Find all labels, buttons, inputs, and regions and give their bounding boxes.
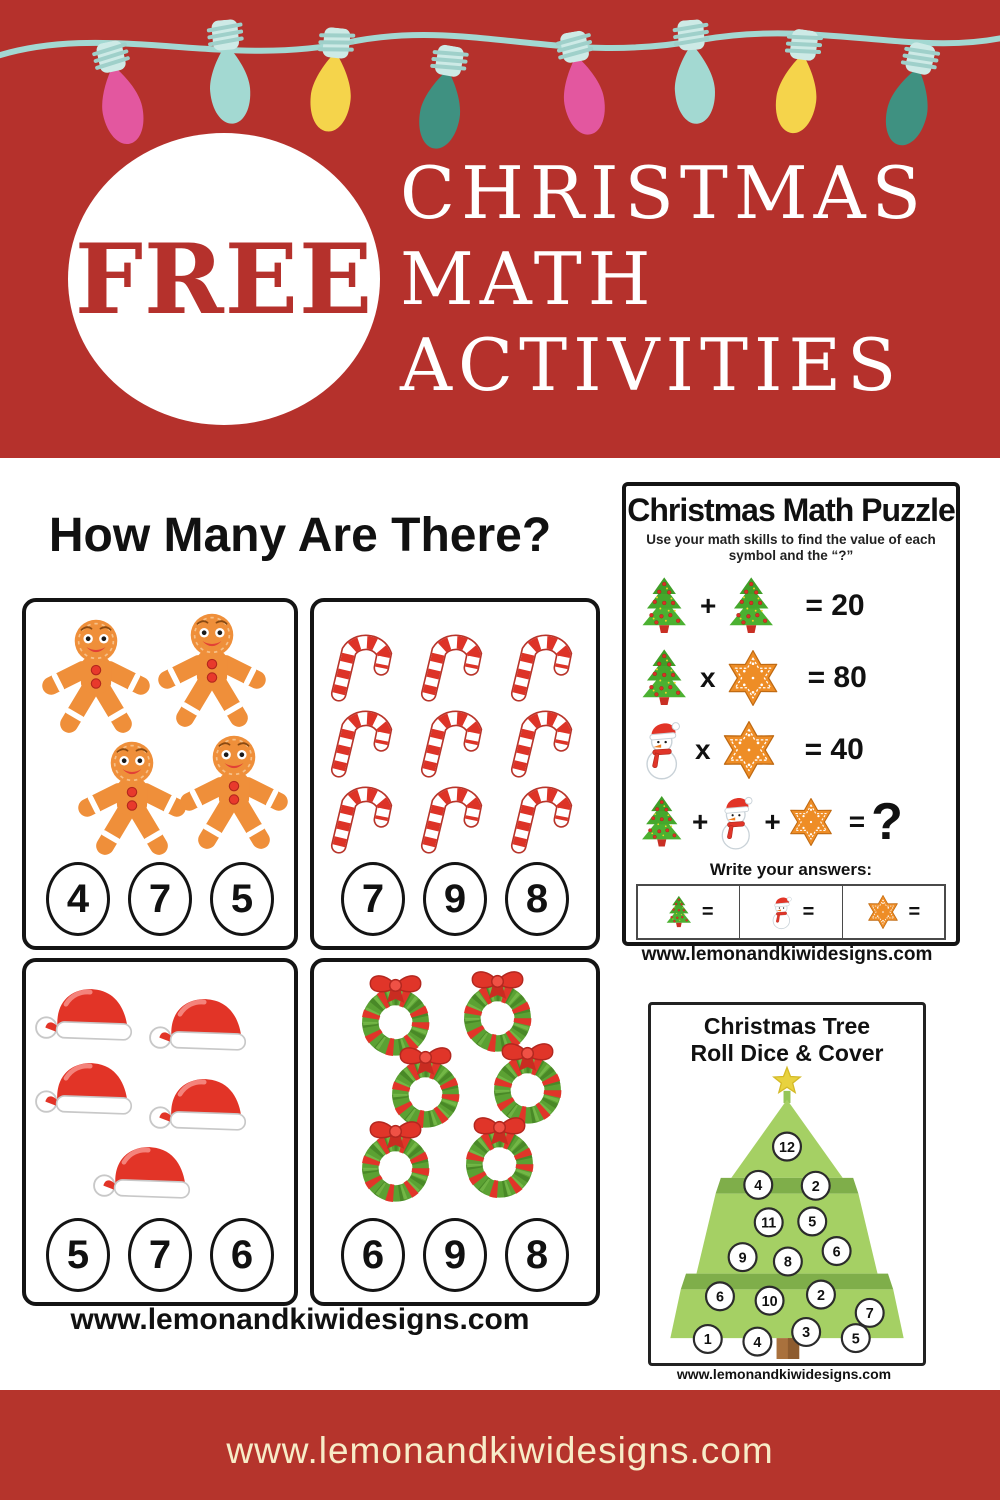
tree-number: 2 [811, 1178, 820, 1195]
santa-hat-icon [90, 1138, 198, 1208]
website-text: www.lemonandkiwidesigns.com [641, 944, 933, 965]
answer-circle: 5 [210, 862, 274, 936]
santa-hat-icon [146, 990, 254, 1060]
poster-title-line: ACTIVITIES [400, 323, 903, 407]
christmas-tree-icon [638, 574, 691, 638]
puzzle-row [638, 642, 948, 714]
operator: x [700, 662, 716, 693]
poster-title [400, 150, 980, 408]
star-cookie-icon [866, 895, 900, 929]
free-badge [68, 133, 380, 425]
answer-row [26, 1218, 294, 1292]
equation-result: = 20 [805, 589, 865, 622]
math-puzzle-card [622, 482, 960, 946]
candy-cane-icon [324, 692, 398, 780]
puzzle-row [638, 786, 948, 858]
candy-cane-icon [414, 692, 488, 780]
answer-circle: 5 [46, 1218, 110, 1292]
answers-strip [636, 884, 946, 940]
snowman-icon [714, 794, 758, 851]
answer-circle: 9 [423, 1218, 487, 1292]
tree-number: 5 [808, 1214, 817, 1231]
operator: x [695, 734, 711, 765]
poster-title-line: MATH [400, 237, 657, 321]
tree-number: 5 [851, 1331, 860, 1348]
free-label: FREE [74, 222, 374, 336]
equals-sign: = [802, 900, 815, 923]
tree-number: 7 [865, 1306, 874, 1323]
website-text: www.lemonandkiwidesigns.com [70, 1303, 530, 1336]
answer-circle: 7 [128, 862, 192, 936]
tree-number: 12 [779, 1139, 795, 1156]
santa-hat-icon [32, 1054, 140, 1124]
tree-number: 3 [802, 1325, 811, 1342]
star-cookie-icon [720, 721, 778, 779]
count-panel-santa-hats [22, 958, 298, 1306]
wreath-icon [350, 1112, 442, 1209]
operator: + [700, 590, 717, 621]
gingerbread-man-icon [76, 736, 188, 865]
footer-banner [0, 1390, 1000, 1500]
equals-sign: = [908, 900, 921, 923]
count-panel-gingerbread [22, 598, 298, 950]
candy-cane-icon [414, 768, 488, 856]
equation-result: = 40 [804, 733, 864, 766]
gingerbread-man-icon [156, 608, 268, 737]
tree-number: 2 [816, 1287, 825, 1304]
tree-card-title-line: Christmas Tree [703, 1013, 871, 1039]
christmas-tree-icon [725, 574, 778, 638]
candy-cane-icon [504, 692, 578, 780]
answer-row [314, 862, 596, 936]
answer-circle: 6 [341, 1218, 405, 1292]
answer-circle: 9 [423, 862, 487, 936]
tree-number: 1 [703, 1332, 712, 1349]
star-cookie-icon [787, 798, 835, 846]
christmas-tree-icon [638, 793, 686, 851]
count-panel-wreaths [310, 958, 600, 1306]
equals-sign: = [701, 900, 714, 923]
tree-number: 6 [832, 1244, 841, 1261]
tree-number: 11 [761, 1215, 777, 1232]
gingerbread-man-icon [178, 730, 290, 859]
santa-hat-icon [146, 1070, 254, 1140]
equals-sign: = [848, 806, 866, 837]
how-many-title: How Many Are There? [48, 509, 552, 562]
candy-cane-icon [324, 768, 398, 856]
answer-row [314, 1218, 596, 1292]
tree-number: 4 [753, 1334, 762, 1351]
santa-hat-icon [32, 980, 140, 1050]
poster-title-line: CHRISTMAS [400, 151, 927, 235]
answer-cell-snowman [740, 886, 842, 938]
puzzle-subtitle-line: Use your math skills to find the value of each [646, 532, 936, 547]
operator: + [764, 806, 781, 837]
puzzle-row [638, 570, 948, 642]
tree-number: 9 [738, 1250, 747, 1267]
answer-circle: 4 [46, 862, 110, 936]
puzzle-rows [638, 570, 948, 858]
operator: + [692, 806, 709, 837]
wreath-icon [454, 1108, 546, 1205]
tree-number: 6 [715, 1289, 724, 1306]
roll-dice-cover-card [648, 1002, 926, 1366]
snowman-icon [768, 895, 795, 930]
christmas-tree-icon [638, 646, 691, 710]
write-answers-label: Write your answers: [709, 860, 873, 879]
candy-cane-icon [504, 616, 578, 704]
star-cookie-icon [725, 650, 781, 706]
candy-cane-icon [324, 616, 398, 704]
puzzle-title: Christmas Math Puzzle [627, 492, 955, 528]
answer-row [26, 862, 294, 936]
tree-number: 10 [761, 1293, 778, 1310]
puzzle-subtitle [626, 532, 956, 564]
answer-circle: 6 [210, 1218, 274, 1292]
candy-cane-icon [414, 616, 488, 704]
snowman-icon [638, 719, 686, 781]
tree-card-title [651, 1013, 923, 1067]
christmas-tree-icon [664, 894, 694, 930]
answer-circle: 7 [341, 862, 405, 936]
answer-cell-tree [638, 886, 740, 938]
question-mark: ? [871, 793, 903, 851]
count-panel-candy-canes [310, 598, 600, 950]
header-banner [0, 0, 1000, 458]
gingerbread-man-icon [40, 614, 152, 743]
christmas-lights-icon [0, 0, 1000, 160]
puzzle-subtitle-line: symbol and the “?” [728, 548, 854, 563]
website-text: www.lemonandkiwidesigns.com [676, 1366, 892, 1382]
answer-cell-star [843, 886, 944, 938]
answer-circle: 7 [128, 1218, 192, 1292]
equation-result: = 80 [807, 661, 867, 694]
puzzle-row [638, 714, 948, 786]
roll-dice-tree [665, 1063, 909, 1359]
answer-circle: 8 [505, 862, 569, 936]
tree-star-icon [774, 1067, 800, 1092]
tree-number: 4 [754, 1178, 763, 1195]
footer-website: www.lemonandkiwidesigns.com [226, 1430, 774, 1471]
tree-card-title-line: Roll Dice & Cover [690, 1040, 884, 1066]
answer-circle: 8 [505, 1218, 569, 1292]
candy-cane-icon [504, 768, 578, 856]
tree-number: 8 [783, 1254, 792, 1271]
